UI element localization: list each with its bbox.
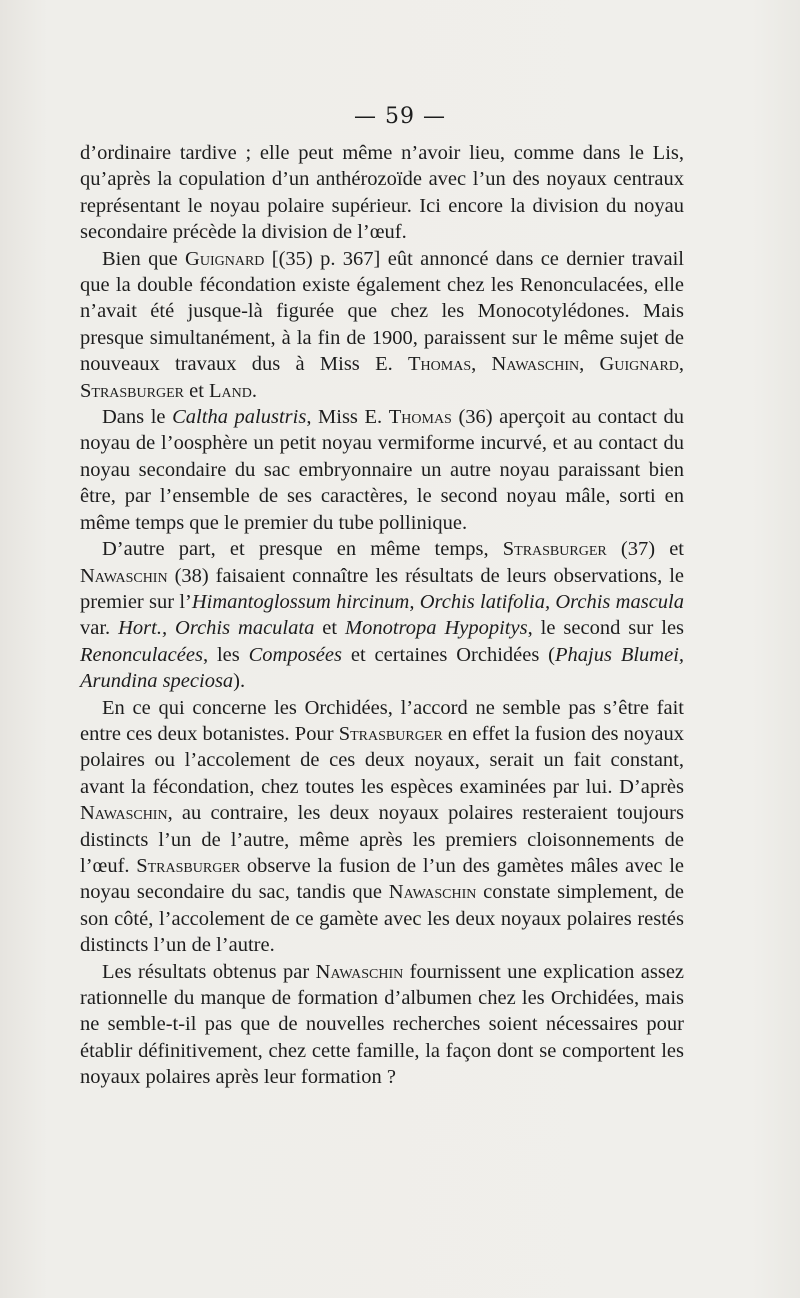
author-name: Thomas: [408, 353, 472, 376]
author-name: Strasburger: [136, 854, 241, 877]
author-name: Guignard: [599, 353, 679, 376]
page-number: — 59 —: [354, 104, 446, 129]
family-name: Composées: [248, 643, 342, 666]
author-name: Strasburger: [80, 379, 184, 402]
author-name: Thomas: [388, 406, 452, 429]
paragraph-2: Bien que Guignard [(35) p. 367] eût annoncé dans ce dernier travail que la double fécondation existe également chez les Renonculacées, elle n’avait été jusque-là figurée que chez les Monocotylédones. Mais presque simultanément, à la fin de 1900, paraissent sur le même sujet de nouveaux travaux dus à Miss E. Thomas, Nawaschin, Guignard, Strasburger et Land.: [80, 247, 685, 402]
paragraph-4: D’autre part, et presque en même temps, Strasburger (37) et Nawaschin (38) faisaient connaître les résultats de leurs observations, le premier sur l’Himantoglossum hircinum, Orchis latifolia, Orchis mascula var. Hort., Orchis maculata et Monotropa Hypopitys, le second sur les Renonculacées, les Composées et certaines Orchidées (Phajus Blumei, Arundina speciosa).: [80, 538, 685, 693]
author-name: Nawaschin: [388, 881, 477, 904]
species-name: Phajus Blumei, Arundina speciosa: [80, 643, 685, 693]
author-name: Strasburger: [502, 538, 607, 561]
paragraph-5: En ce qui concerne les Orchidées, l’accord ne semble pas s’être fait entre ces deux botanistes. Pour Strasburger en effet la fusion des noyaux polaires ou l’accolement de ces deux noyaux, serait un fait constant, avant la fécondation, chez toutes les espèces examinées par lui. D’après Nawaschin, au contraire, les deux noyaux polaires resteraient toujours distincts l’un de l’autre, même après les premiers cloisonnements de l’œuf. Strasburger observe la fusion de l’un des gamètes mâles avec le noyau secondaire du sac, tandis que Nawaschin constate simplement, de son côté, l’accolement de ce gamète avec les deux noyaux polaires restés distincts l’un de l’autre.: [80, 696, 685, 957]
paragraph-6: Les résultats obtenus par Nawaschin fournissent une explication assez rationnelle du manque de formation d’albumen chez les Orchidées, mais ne semble-t-il pas que de nouvelles recherches soient nécessaires pour établir définitivement, chez cette famille, la façon dont se comportent les noyaux polaires après leur formation ?: [80, 960, 685, 1089]
body-text: [80, 140, 684, 1091]
family-name: Renonculacées: [80, 643, 203, 666]
species-name: Himantoglossum hircinum, Orchis latifolia, Orchis mascula: [191, 590, 684, 613]
author-name: Strasburger: [338, 722, 443, 745]
paragraph-3: Dans le Caltha palustris, Miss E. Thomas (36) aperçoit au contact du noyau de l’oosphère un petit noyau vermiforme incurvé, et au contact du noyau secondaire du sac embryonnaire un autre noyau paraissant bien être, par l’ensemble de ses caractères, le second noyau mâle, sorti en même temps que le premier du tube pollinique.: [80, 406, 685, 534]
species-name: Monotropa Hypopitys: [345, 617, 528, 640]
author-name: Nawaschin: [315, 960, 404, 983]
species-name: Hort., Orchis maculata: [118, 617, 315, 640]
author-name: Nawaschin: [491, 353, 580, 376]
author-name: Guignard: [185, 247, 265, 270]
paragraph-1: d’ordinaire tardive ; elle peut même n’avoir lieu, comme dans le Lis, qu’après la copulation d’un anthérozoïde avec l’un des noyaux centraux représentant le noyau polaire supérieur. Ici encore la division du noyau secondaire précède la division de l’œuf.: [80, 142, 684, 244]
author-name: Nawaschin: [80, 802, 168, 825]
species-name: Caltha palustris: [172, 406, 307, 429]
author-name: Nawaschin: [80, 564, 168, 587]
author-name: Land: [209, 379, 252, 402]
